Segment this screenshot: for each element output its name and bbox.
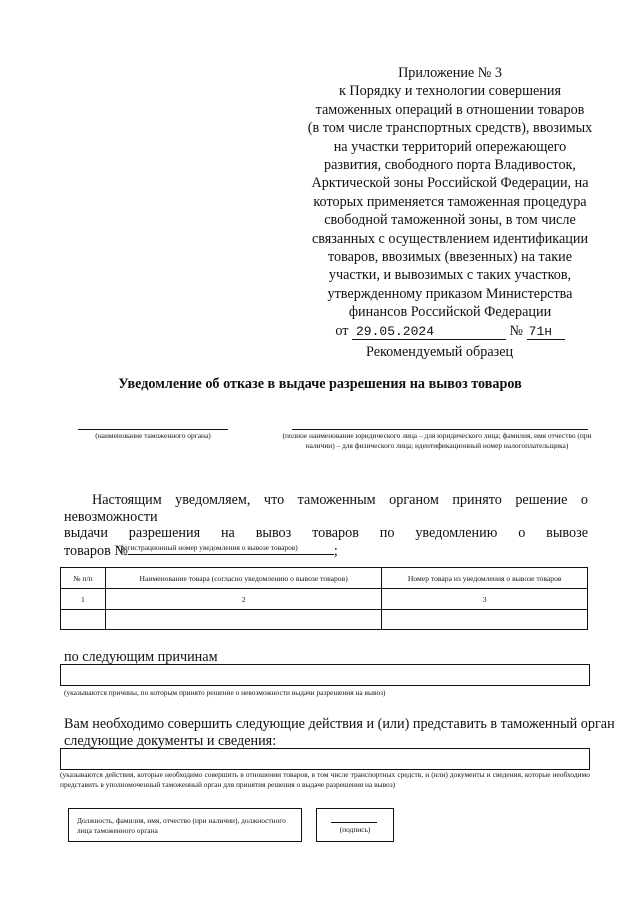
- customs-body-caption: (наименование таможенного органа): [95, 431, 211, 440]
- official-caption: Должность, фамилия, имя, отчество (при наличии), должностного лица таможенного органа: [77, 816, 286, 835]
- signature-caption: (подпись): [339, 825, 371, 834]
- reasons-label: по следующим причинам: [64, 649, 218, 665]
- header-cell-number: № п/п: [61, 568, 106, 589]
- sample-label: Рекомендуемый образец: [366, 344, 514, 360]
- order-date: 29.05.2024: [352, 324, 506, 340]
- order-number: 71н: [527, 324, 565, 340]
- table-cell: 2: [105, 589, 381, 610]
- appendix-header: [282, 64, 618, 340]
- table-cell: 3: [382, 589, 588, 610]
- reg-number-prefix: товаров №: [64, 542, 128, 559]
- signature-line: [331, 822, 377, 823]
- date-prefix: от: [335, 322, 349, 339]
- appendix-line: развития, свободного порта Владивосток,: [324, 157, 576, 174]
- table-cell[interactable]: [105, 610, 381, 630]
- appendix-line: Арктической зоны Российской Федерации, на: [311, 175, 589, 192]
- appendix-line: свободной таможенной зоны, в том числе: [324, 212, 576, 229]
- header-cell-name: Наименование товара (согласно уведомлению о вывозе товаров): [105, 568, 381, 589]
- actions-caption: (указываются действия, которые необходимо совершить в отношении товаров, в том числе транспортных средств, и (или) документы и сведения, которые необходимо представить в уполномоченный таможенный орган для принятия решения о выдаче разрешения на вывоз): [60, 770, 590, 789]
- appendix-line: Приложение № 3: [398, 65, 502, 81]
- signature-box[interactable]: [316, 808, 394, 842]
- appendix-line: связанных с осуществлением идентификации: [311, 230, 589, 247]
- table-row: [61, 610, 588, 630]
- appendix-line: участки, и вывозимых с таких участков,: [328, 267, 572, 284]
- official-box[interactable]: [68, 808, 302, 842]
- appendix-line: к Порядку и технологии совершения: [338, 83, 562, 100]
- actions-line-2: следующие документы и сведения:: [64, 732, 277, 749]
- appendix-line: таможенных операций в отношении товаров: [315, 101, 585, 118]
- header-cell-item-number: Номер товара из уведомления о вывозе товаров: [382, 568, 588, 589]
- table-numbers-row: [61, 589, 588, 610]
- appendix-line: финансов Российской Федерации: [348, 304, 552, 321]
- actions-paragraph: [64, 716, 615, 750]
- appendix-line: которых применяется таможенная процедура: [313, 193, 587, 210]
- number-prefix: №: [509, 322, 524, 339]
- notice-line-2: выдачи разрешения на вывоз товаров по уведомлению о вывозе: [64, 525, 588, 542]
- notice-line-1: Настоящим уведомляем, что таможенным органом принято решение о невозможности: [64, 492, 588, 525]
- legal-name-line: [292, 429, 588, 430]
- order-date-row: [282, 322, 618, 340]
- document-title: Уведомление об отказе в выдаче разрешения на вывоз товаров: [118, 376, 522, 392]
- legal-name-caption: (полное наименование юридического лица – для юридического лица; фамилия, имя отчество (при наличии) – для физического лица; идентификационный номер налогоплательщика): [282, 431, 592, 450]
- customs-body-line: [78, 429, 228, 430]
- reasons-field[interactable]: [60, 664, 590, 686]
- reasons-caption: (указываются причины, по которым принято решение о невозможности выдачи разрешения на вывоз): [64, 688, 386, 697]
- table-cell[interactable]: [382, 610, 588, 630]
- reg-number-suffix: ;: [333, 542, 338, 559]
- table-cell[interactable]: [61, 610, 106, 630]
- appendix-line: утвержденному приказом Министерства: [327, 285, 573, 302]
- actions-field[interactable]: [60, 748, 590, 770]
- goods-table: [60, 567, 588, 630]
- table-header-row: [61, 568, 588, 589]
- actions-line-1: Вам необходимо совершить следующие действия и (или) представить в таможенный орган: [64, 716, 615, 732]
- appendix-line: (в том числе транспортных средств), ввозимых: [307, 120, 593, 137]
- appendix-line: товаров, ввозимых (ввезенных) на такие: [327, 249, 573, 266]
- appendix-line: на участки территорий опережающего: [333, 138, 567, 155]
- reg-number-caption: (регистрационный номер уведомления о вывозе товаров): [118, 543, 298, 552]
- table-cell: 1: [61, 589, 106, 610]
